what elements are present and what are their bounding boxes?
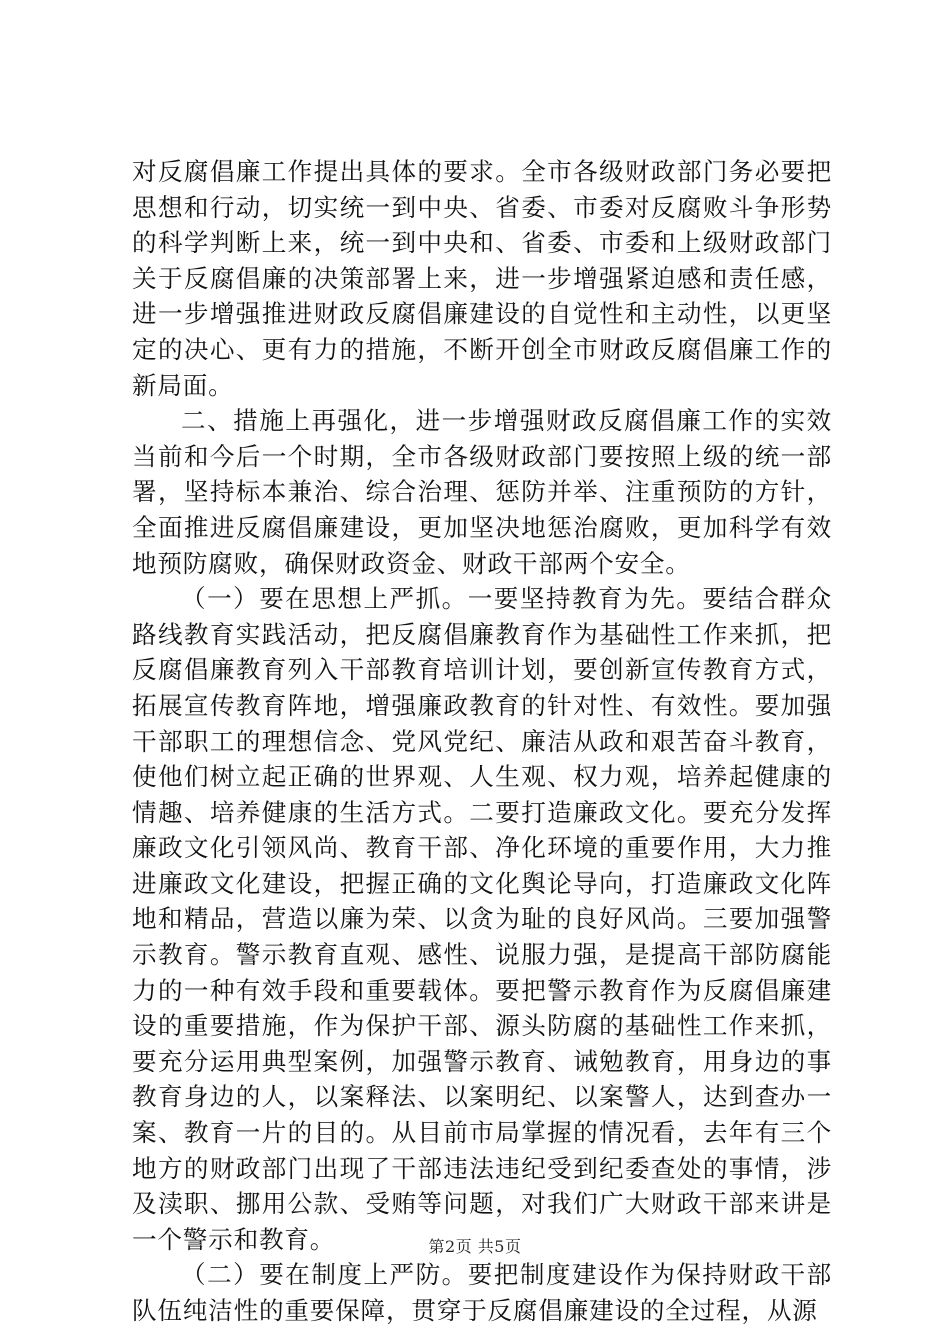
- page-number-footer: 第2页 共5页: [428, 1237, 522, 1256]
- paragraph-item-one: （一）要在思想上严抓。一要坚持教育为先。要结合群众路线教育实践活动，把反腐倡廉教育作为基础性工作来抓，把反腐倡廉教育列入干部教育培训计划，要创新宣传教育方式，拓展宣传教育阵地，增强廉政教育的针对性、有效性。要加强干部职工的理想信念、党风党纪、廉洁从政和艰苦奋斗教育，使他们树立起正确的世界观、人生观、权力观，培养起健康的情趣、培养健康的生活方式。二要打造廉政文化。要充分发挥廉政文化引领风尚、教育干部、净化环境的重要作用，大力推进廉政文化建设，把握正确的文化舆论导向，打造廉政文化阵地和精品，营造以廉为荣、以贪为耻的良好风尚。三要加强警示教育。警示教育直观、感性、说服力强，是提高干部防腐能力的一种有效手段和重要载体。要把警示教育作为反腐倡廉建设的重要措施，作为保护干部、源头防腐的基础性工作来抓，要充分运用典型案例，加强警示教育、诫勉教育，用身边的事教育身边的人，以案释法、以案明纪、以案警人，达到查办一案、教育一片的目的。从目前市局掌握的情况看，去年有三个地方的财政部门出现了干部违法违纪受到纪委查处的事情，涉及渎职、挪用公款、受贿等问题，对我们广大财政干部来讲是一个警示和教育。: [132, 584, 832, 1254]
- paragraph-item-two: （二）要在制度上严防。要把制度建设作为保持财政干部队伍纯洁性的重要保障，贯穿于反腐倡廉建设的全过程，从源: [132, 1260, 832, 1325]
- paragraph-continuation: 对反腐倡廉工作提出具体的要求。全市各级财政部门务必要把思想和行动，切实统一到中央、省委、市委对反腐败斗争形势的科学判断上来，统一到中央和、省委、市委和上级财政部门关于反腐倡廉的决策部署上来，进一步增强紧迫感和责任感，进一步增强推进财政反腐倡廉建设的自觉性和主动性，以更坚定的决心、更有力的措施，不断开创全市财政反腐倡廉工作的新局面。: [132, 157, 832, 400]
- paragraph-section-two: 二、措施上再强化，进一步增强财政反腐倡廉工作的实效当前和今后一个时期，全市各级财政部门要按照上级的统一部署，坚持标本兼治、综合治理、惩防并举、注重预防的方针，全面推进反腐倡廉建设，更加坚决地惩治腐败，更加科学有效地预防腐败，确保财政资金、财政干部两个安全。: [132, 406, 832, 578]
- document-body: [132, 154, 832, 1329]
